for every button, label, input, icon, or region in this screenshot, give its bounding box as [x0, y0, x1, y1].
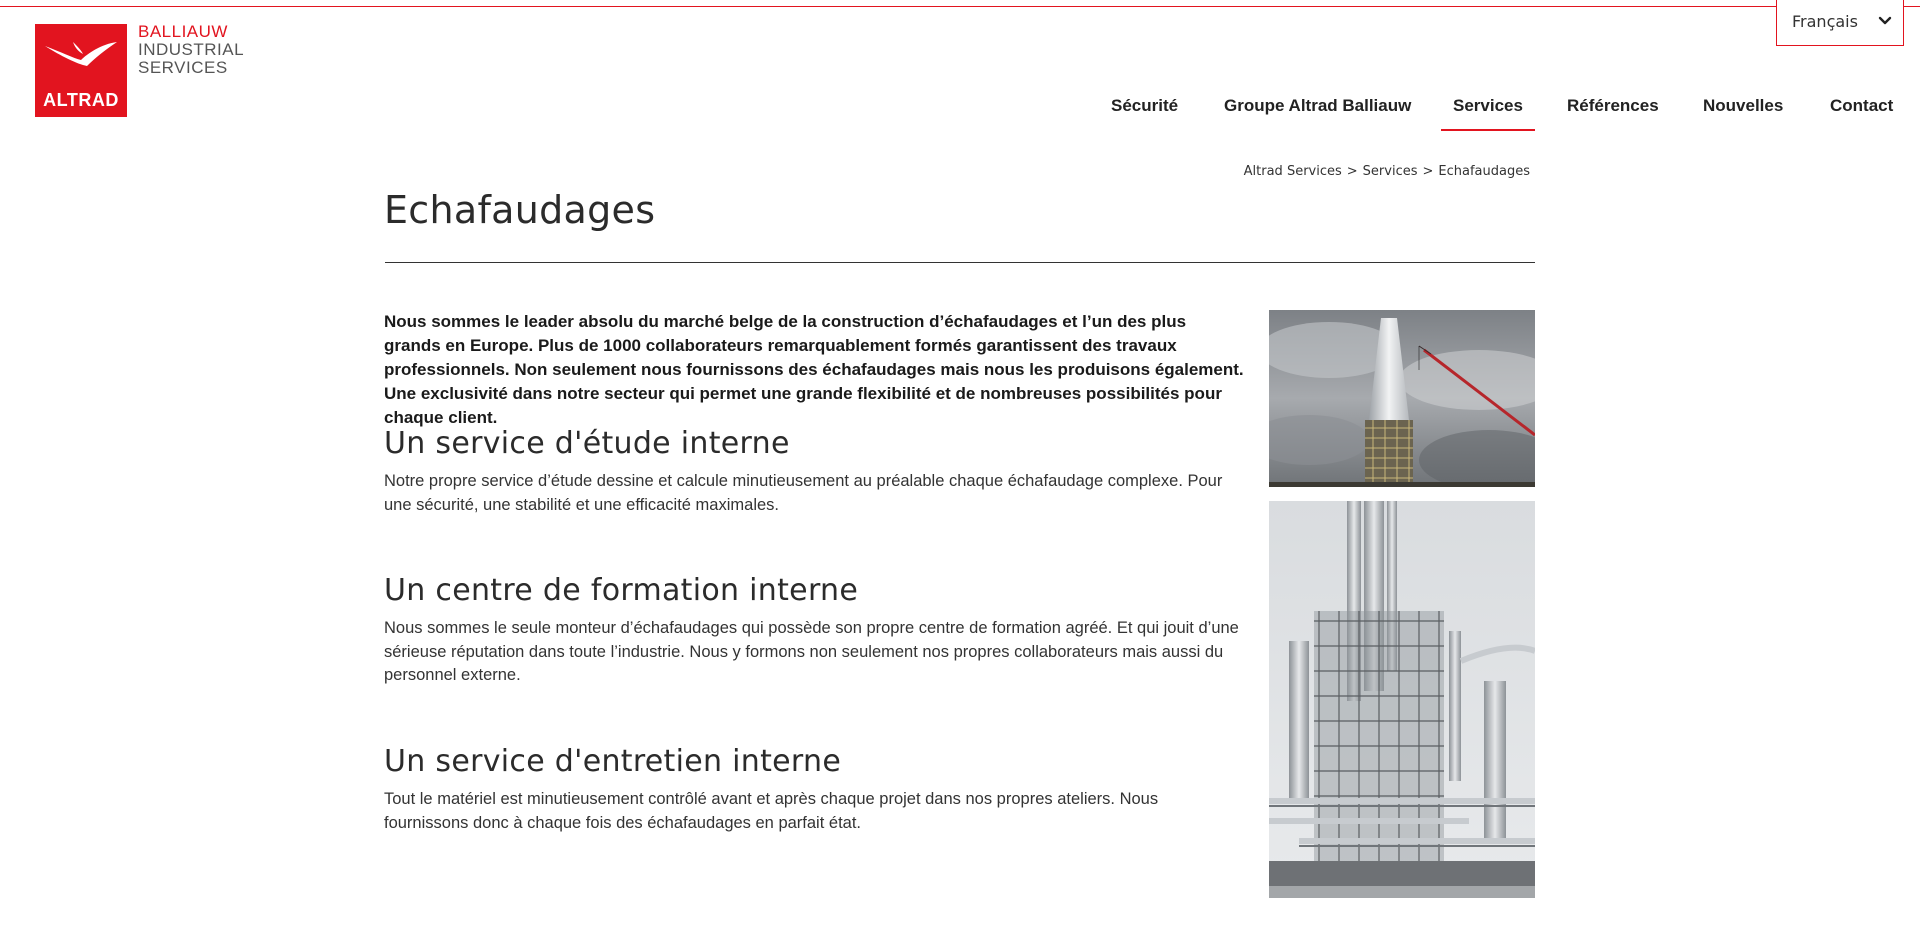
- main-content: [384, 310, 1244, 832]
- language-selected: Français: [1792, 12, 1858, 31]
- section-maintenance-service: [384, 738, 1244, 835]
- refinery-scaffolding-photo: [1269, 501, 1535, 898]
- brand-line-2: INDUSTRIAL: [138, 40, 245, 59]
- breadcrumb-link-home[interactable]: Altrad Services: [1243, 164, 1342, 179]
- section-body: Tout le matériel est minutieusement contrôlé avant et après chaque projet dans nos propres ateliers. Nous fournissons donc à chaque fois des échafaudages en parfait état.: [384, 790, 1159, 832]
- title-divider: [385, 262, 1535, 263]
- section-study-service: [384, 420, 1244, 517]
- scaffolding-chimney-photo: [1269, 310, 1535, 487]
- chevron-down-icon: [1877, 13, 1893, 29]
- section-heading: Un service d'étude interne: [384, 426, 790, 461]
- section-body: Notre propre service d’étude dessine et calcule minutieusement au préalable chaque échafaudage complexe. Pour une sécurité, une stabilité et une efficacité maximales.: [384, 472, 1223, 514]
- intro-paragraph: Nous sommes le leader absolu du marché belge de la construction d’échafaudages et l’un des plus grands en Europe. Plus de 1000 collaborateurs remarquablement formés garantissent des travaux professionnels. Non seulement nous fournissons des échafaudages mais nous les produisons également. Une exclusivité dans notre secteur qui permet une grande flexibilité et de nombreuses possibilités pour chaque client.: [384, 312, 1244, 427]
- section-training-center: [384, 567, 1244, 688]
- nav-item-services[interactable]: Services: [1453, 96, 1523, 115]
- section-heading: Un centre de formation interne: [384, 573, 859, 608]
- section-body: Nous sommes le seule monteur d’échafaudages qui possède son propre centre de formation agréé. Et qui jouit d’une sérieuse réputation dans toute l’industrie. Nous y formons non seulement nos propres collaborateurs mais aussi du personnel externe.: [384, 619, 1239, 684]
- page-title: Echafaudages: [384, 188, 656, 232]
- brand-line-3: SERVICES: [138, 58, 228, 77]
- nav-item-groupe[interactable]: Groupe Altrad Balliauw: [1224, 96, 1412, 115]
- logo-wordmark: ALTRAD: [43, 90, 119, 110]
- breadcrumb-current: Echafaudages: [1438, 164, 1530, 179]
- section-heading: Un service d'entretien interne: [384, 744, 842, 779]
- language-selector[interactable]: [1776, 0, 1904, 46]
- breadcrumb-link-services[interactable]: Services: [1362, 164, 1418, 179]
- altrad-logo[interactable]: [35, 24, 127, 117]
- nav-item-securite[interactable]: Sécurité: [1111, 96, 1179, 115]
- breadcrumb-separator: >: [1346, 164, 1358, 179]
- nav-item-contact[interactable]: Contact: [1830, 96, 1894, 115]
- top-accent-line: [0, 6, 1920, 7]
- nav-item-nouvelles[interactable]: Nouvelles: [1703, 96, 1784, 115]
- brand-name[interactable]: [138, 23, 244, 77]
- bird-logo-icon: [43, 38, 119, 72]
- nav-item-references[interactable]: Références: [1567, 96, 1659, 115]
- brand-line-1: BALLIAUW: [138, 22, 228, 41]
- breadcrumb-separator: >: [1422, 164, 1434, 179]
- breadcrumb: [1244, 164, 1530, 179]
